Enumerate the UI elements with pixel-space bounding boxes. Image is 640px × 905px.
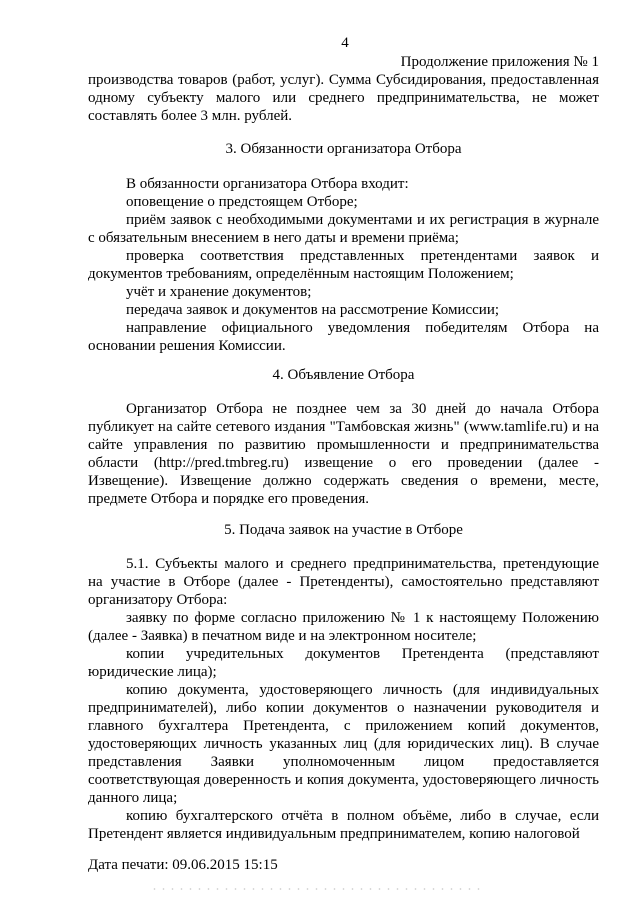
section-5-paragraph: копию документа, удостоверяющего личность (для индивидуальных предпринимателей), либо копии документов о назначении руководителя и главного бухгалтера Претендента, с приложением копий документов, удостоверяющих личность указанных лиц (для юридических лиц). В случае представления Заявки уполномоченным лицом предоставляется соответствующая доверенность и копия документа, удостоверяющего личность данного лица; [88, 682, 599, 806]
section-5-body [88, 555, 599, 843]
scan-noise [150, 886, 480, 892]
section-3-paragraph: В обязанности организатора Отбора входит: [126, 176, 409, 192]
page-number: 4 [341, 35, 349, 51]
section-5-paragraph: заявку по форме согласно приложению № 1 к настоящему Положению (далее - Заявка) в печатном виде и на электронном носителе; [88, 610, 599, 644]
section-3-paragraph: направление официального уведомления победителям Отбора на основании решения Комиссии. [88, 320, 599, 354]
section-5-paragraph: копии учредительных документов Претендента (представляют юридические лица); [88, 646, 599, 680]
continuation-label: Продолжение приложения № 1 [400, 54, 599, 70]
intro-block [88, 71, 599, 125]
section-heading-4: 4. Объявление Отбора [272, 367, 415, 383]
section-4-body [88, 400, 599, 508]
section-5-paragraph: копию бухгалтерского отчёта в полном объёме, либо в случае, если Претендент является индивидуальным предпринимателем, копию налоговой [88, 808, 599, 842]
section-5-paragraph: 5.1. Субъекты малого и среднего предпринимательства, претендующие на участие в Отборе (далее - Претенденты), самостоятельно представляют организатору Отбора: [88, 556, 599, 608]
intro-paragraph: производства товаров (работ, услуг). Сумма Субсидирования, предоставленная одному субъекту малого или среднего предпринимательства, не может составлять более 3 млн. рублей. [88, 72, 599, 124]
section-4-paragraph: Организатор Отбора не позднее чем за 30 дней до начала Отбора публикует на сайте сетевого издания "Тамбовская жизнь" (www.tamlife.ru) и на сайте управления по развитию промышленности и предпринимательства области (http://pred.tmbreg.ru) извещение о его проведении (далее - Извещение). Извещение должно содержать сведения о времени, месте, предмете Отбора и порядке его проведения. [88, 401, 599, 507]
print-date: Дата печати: 09.06.2015 15:15 [88, 857, 278, 873]
section-heading-5: 5. Подача заявок на участие в Отборе [224, 522, 463, 538]
section-3-paragraph: учёт и хранение документов; [126, 284, 312, 300]
section-heading-3: 3. Обязанности организатора Отбора [225, 141, 462, 157]
section-3-paragraph: приём заявок с необходимыми документами и их регистрация в журнале с обязательным внесением в него даты и времени приёма; [88, 212, 599, 246]
section-3-paragraph: передача заявок и документов на рассмотрение Комиссии; [126, 302, 500, 318]
section-3-paragraph: проверка соответствия представленных претендентами заявок и документов требованиям, определённым настоящим Положением; [88, 248, 599, 282]
section-3-paragraph: оповещение о предстоящем Отборе; [126, 194, 358, 210]
section-3-body [88, 175, 599, 355]
